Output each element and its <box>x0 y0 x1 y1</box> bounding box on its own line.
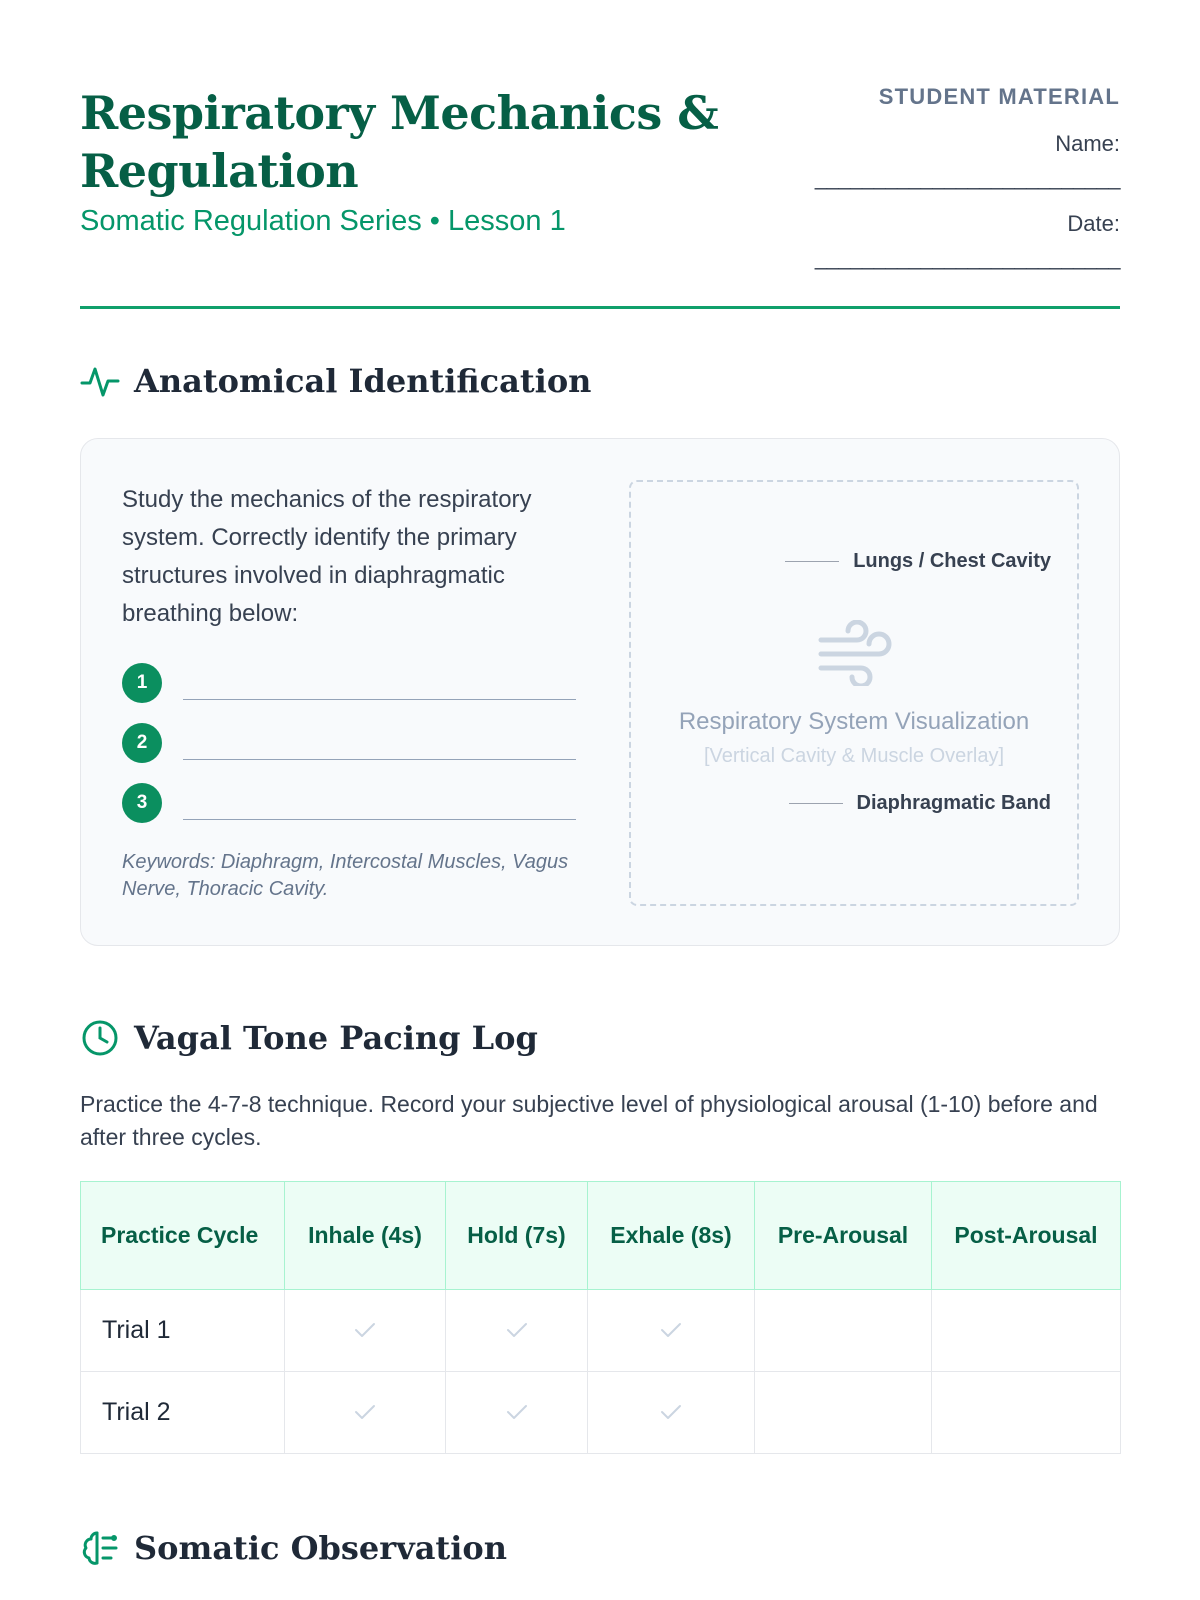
answer-item-2 <box>122 723 576 763</box>
pre-arousal-cell[interactable] <box>755 1290 932 1372</box>
post-arousal-cell[interactable] <box>932 1372 1121 1454</box>
clock-icon <box>80 1018 120 1058</box>
worksheet-page <box>80 0 1120 1600</box>
trial-label: Trial 1 <box>81 1290 285 1372</box>
anatomy-section-heading <box>80 359 591 403</box>
hold-cell[interactable] <box>446 1290 588 1372</box>
inhale-cell[interactable] <box>285 1372 446 1454</box>
table-header-row <box>81 1182 1121 1290</box>
date-field[interactable]: __________________________ <box>814 245 1120 270</box>
answer-blank-1[interactable] <box>183 699 576 700</box>
brain-icon <box>80 1528 120 1568</box>
pacing-instructions: Practice the 4-7-8 technique. Record your subjective level of physiological arousal (1-10) before and after three cycles. <box>80 1091 1098 1150</box>
table-row <box>81 1372 1121 1454</box>
answer-blank-2[interactable] <box>183 759 576 760</box>
anatomy-heading: Anatomical Identification <box>134 362 592 400</box>
respiratory-visual-placeholder <box>629 480 1079 906</box>
visual-subtitle: [Vertical Cavity & Muscle Overlay] <box>703 745 1005 767</box>
student-meta <box>700 82 1120 272</box>
visual-title: Respiratory System Visualization <box>678 708 1030 735</box>
item-number-badge: 1 <box>122 663 162 703</box>
wind-icon <box>817 620 895 686</box>
worksheet-header <box>80 78 1120 308</box>
pacing-section-heading <box>80 1016 538 1060</box>
exhale-cell[interactable] <box>588 1290 755 1372</box>
column-header: Post-Arousal <box>932 1182 1121 1290</box>
anatomy-instructions: Study the mechanics of the respiratory system. Correctly identify the primary structures involved in diaphragmatic breathing below: <box>122 486 532 627</box>
check-icon <box>506 1398 528 1414</box>
inhale-cell[interactable] <box>285 1290 446 1372</box>
somatic-heading: Somatic Observation <box>134 1529 507 1567</box>
label-leader-line <box>785 561 839 562</box>
keywords-note: Keywords: Diaphragm, Intercostal Muscles, Vagus Nerve, Thoracic Cavity. <box>122 851 569 900</box>
label-leader-line <box>789 803 843 804</box>
column-header: Practice Cycle <box>81 1182 285 1290</box>
column-header: Exhale (8s) <box>588 1182 755 1290</box>
pacing-log-table <box>80 1181 1121 1454</box>
label-diaphragm <box>789 792 1051 815</box>
pre-arousal-cell[interactable] <box>755 1372 932 1454</box>
column-header: Inhale (4s) <box>285 1182 446 1290</box>
item-number-badge: 3 <box>122 783 162 823</box>
check-icon <box>506 1316 528 1332</box>
trial-label: Trial 2 <box>81 1372 285 1454</box>
answer-blank-3[interactable] <box>183 819 576 820</box>
check-icon <box>354 1316 376 1332</box>
label-lungs <box>785 550 1051 573</box>
column-header: Hold (7s) <box>446 1182 588 1290</box>
somatic-section-heading <box>80 1526 507 1570</box>
name-field[interactable]: __________________________ <box>814 165 1120 190</box>
header-divider <box>80 306 1120 309</box>
page-title: Respiratory Mechanics & Regulation <box>80 86 719 198</box>
answer-item-3 <box>122 783 576 823</box>
label-diaphragm-text: Diaphragmatic Band <box>856 792 1051 814</box>
hold-cell[interactable] <box>446 1372 588 1454</box>
page-subtitle: Somatic Regulation Series • Lesson 1 <box>80 205 566 237</box>
post-arousal-cell[interactable] <box>932 1290 1121 1372</box>
name-label: Name: <box>1055 131 1120 156</box>
exhale-cell[interactable] <box>588 1372 755 1454</box>
table-row <box>81 1290 1121 1372</box>
item-number-badge: 2 <box>122 723 162 763</box>
pacing-heading: Vagal Tone Pacing Log <box>134 1019 538 1057</box>
check-icon <box>660 1398 682 1414</box>
pulse-icon <box>80 361 120 401</box>
check-icon <box>354 1398 376 1414</box>
column-header: Pre-Arousal <box>755 1182 932 1290</box>
anatomy-card <box>80 438 1120 946</box>
answer-item-1 <box>122 663 576 703</box>
date-label: Date: <box>1067 211 1120 236</box>
material-kicker: STUDENT MATERIAL <box>878 84 1120 109</box>
label-lungs-text: Lungs / Chest Cavity <box>853 550 1051 572</box>
check-icon <box>660 1316 682 1332</box>
